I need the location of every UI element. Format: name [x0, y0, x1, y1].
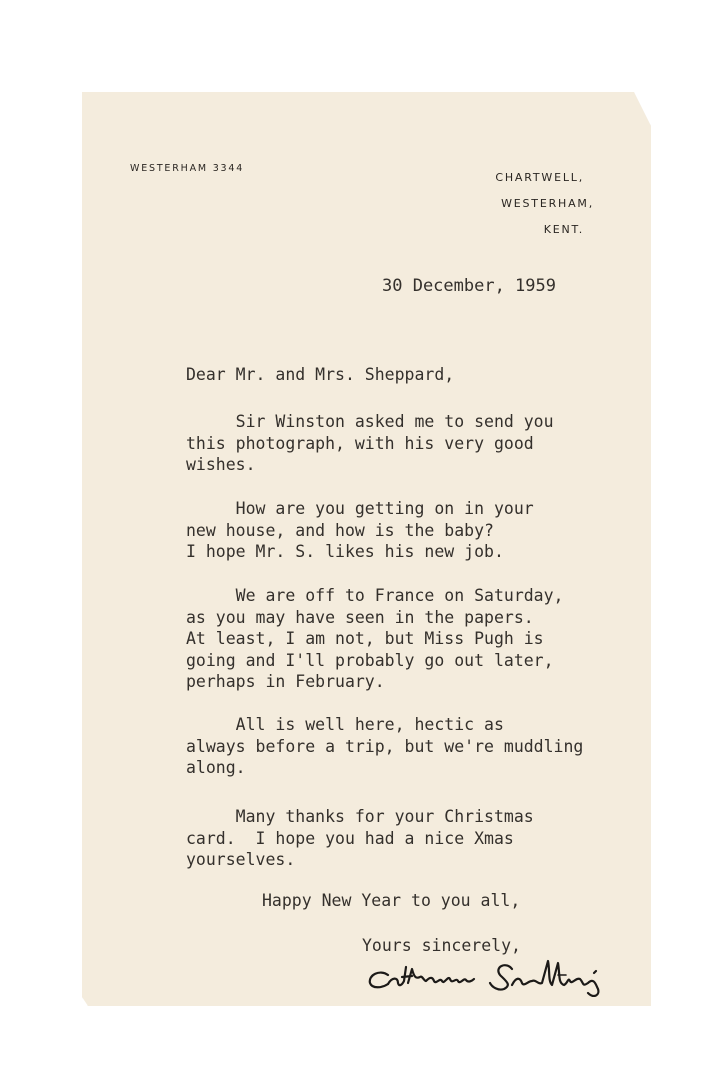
salutation: Dear Mr. and Mrs. Sheppard,	[186, 365, 455, 384]
handwritten-signature	[362, 947, 647, 997]
body-paragraph-3: We are off to France on Saturday, as you may have seen in the papers. At least, I am not, but Miss Pugh is going and I'll probably go out later, perhaps in February.	[186, 586, 564, 691]
body-paragraph-2: How are you getting on in your new house, and how is the baby? I hope Mr. S. likes his new job.	[186, 499, 534, 561]
address-line-2: WESTERHAM,	[501, 197, 594, 210]
letterhead-telephone: WESTERHAM 3344	[130, 163, 245, 174]
valediction: Yours sincerely,	[362, 936, 521, 955]
address-line-1: CHARTWELL,	[495, 171, 584, 184]
address-line-3: KENT.	[543, 223, 584, 236]
letter-date: 30 December, 1959	[382, 276, 556, 296]
body-paragraph-4: All is well here, hectic as always before a trip, but we're muddling along.	[186, 715, 584, 777]
body-paragraph-1: Sir Winston asked me to send you this photograph, with his very good wishes.	[186, 412, 554, 474]
closing-greeting: Happy New Year to you all,	[262, 891, 521, 910]
letterhead-address	[495, 165, 594, 243]
body-paragraph-5: Many thanks for your Christmas card. I hope you had a nice Xmas yourselves.	[186, 807, 534, 869]
